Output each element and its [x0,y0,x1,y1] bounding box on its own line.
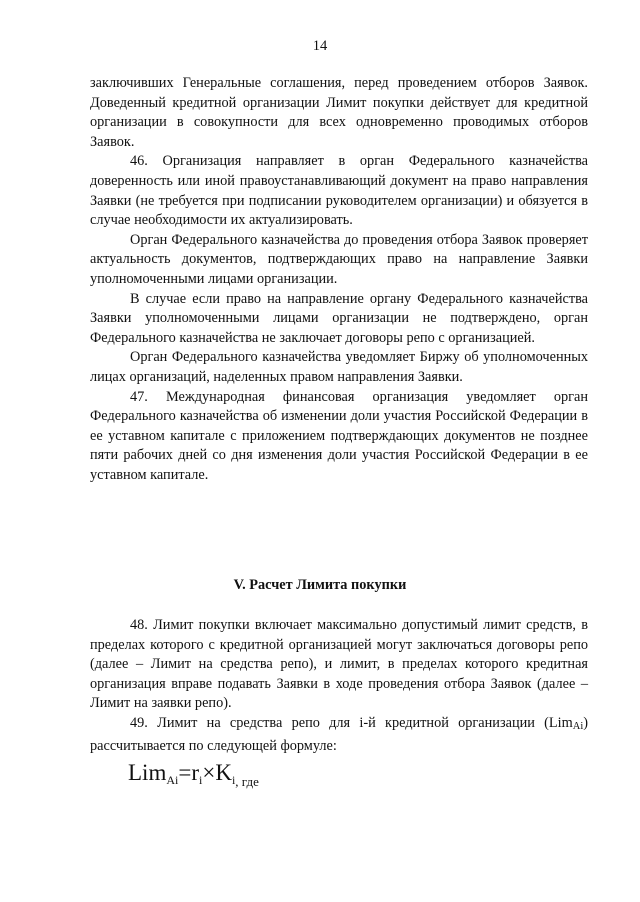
text-block-top [90,74,588,485]
text-block-bottom [90,616,588,756]
formula-k-sub: i [231,773,236,787]
section-title: V. Расчет Лимита покупки [233,577,407,593]
formula-equals: = [178,760,192,785]
paragraph-49-before: 49. Лимит на средства репо для i-й кредитной организации (Lim [130,714,573,731]
paragraph-49-subscript: Ai [572,720,584,732]
formula-lim: Lim [128,760,167,785]
formula-r: r [191,760,199,785]
formula-k: K [215,760,232,785]
formula-r-sub: i [199,773,203,787]
paragraph-continuation: заключивших Генеральные соглашения, перед проведением отборов Заявок. Доведенный кредитной организации Лимит покупки действует для кредитной организации в совокупности для всех одновременно проводимых отборов Заявок. [90,75,588,150]
formula-lim-ai [128,760,259,790]
formula-lim-sub: Ai [166,773,179,787]
formula-times: × [202,760,216,785]
paragraph-46-check: Орган Федерального казначейства до проведения отбора Заявок проверяет актуальность документов, подтверждающих право на направление Заявки уполномоченными лицами организации. [90,231,588,287]
paragraph-49-after: ) рассчитывается по следующей формуле: [90,714,588,754]
paragraph-48: 48. Лимит покупки включает максимально допустимый лимит средств, в пределах которого с кредитной организацией могут заключаться договоры репо (далее – Лимит на средства репо), и лимит, в пределах которого кредитная организация вправе подавать Заявки в ходе проведения отбора Заявок (далее – Лимит на заявки репо). [90,617,588,712]
formula-tail: , где [235,774,259,789]
paragraph-46: 46. Организация направляет в орган Федерального казначейства доверенность или иной правоустанавливающий документ на право направления Заявки (не требуется при подписании руководителем организации) и обязуется в случае необходимости их актуализировать. [90,153,588,229]
page-number: 14 [312,38,328,54]
paragraph-46-notify: Орган Федерального казначейства уведомляет Биржу об уполномоченных лицах организаций, наделенных правом направления Заявки. [90,349,588,385]
paragraph-46-refusal: В случае если право на направление органу Федерального казначейства Заявки уполномоченными лицами организации не подтверждено, орган Федерального казначейства не заключает договоры репо с организацией. [90,290,588,346]
paragraph-47: 47. Международная финансовая организация уведомляет орган Федерального казначейства об изменении доли участия Российской Федерации в ее уставном капитале с приложением подтверждающих документов не позднее пяти рабочих дней со дня изменения доли участия Российской Федерации в ее уставном капитале. [90,388,588,483]
paragraph-49 [90,714,588,756]
